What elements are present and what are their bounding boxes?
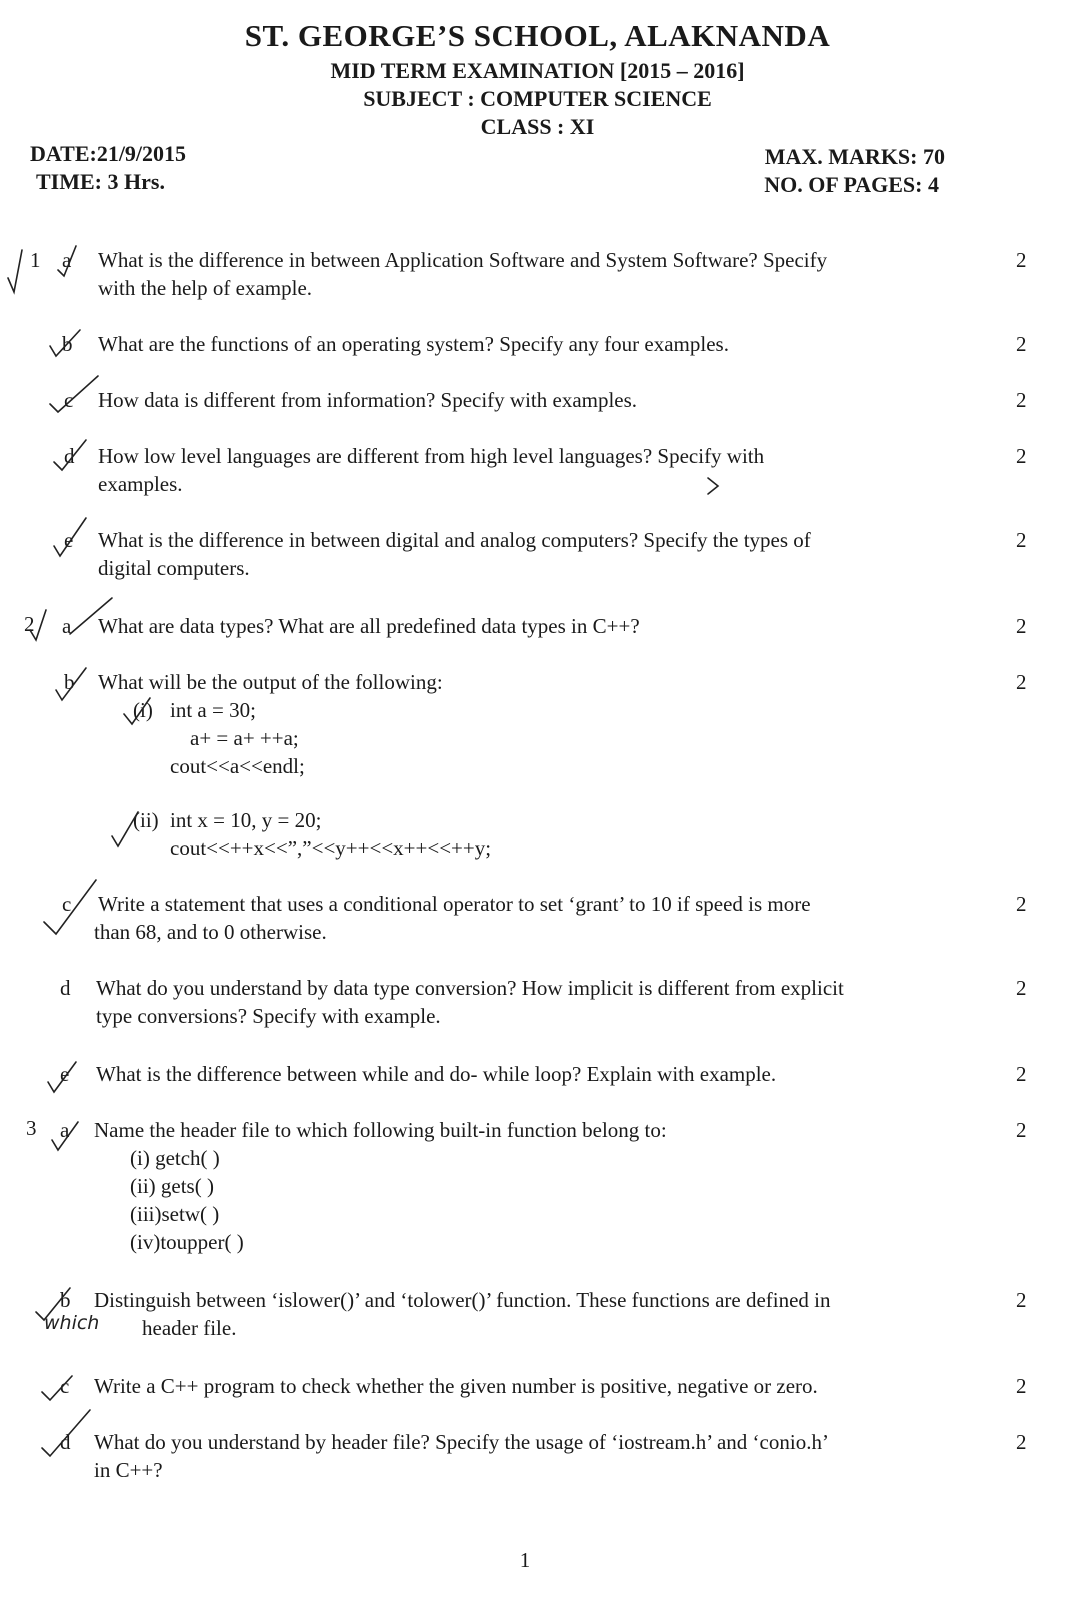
question-label: a [62, 248, 72, 272]
question-marks: 2 [1016, 892, 1027, 916]
tick-mark [708, 478, 718, 494]
question-label: b [62, 332, 73, 356]
question-text-line: What is the difference in between Application Software and System Software? Specify [98, 248, 828, 272]
question-label: b [60, 1288, 71, 1312]
question-marks: 2 [1016, 332, 1027, 356]
tick-mark [56, 668, 86, 700]
sub-part-label: (i) [133, 698, 153, 722]
question-marks: 2 [1016, 670, 1027, 694]
question-text-line: in C++? [94, 1458, 163, 1482]
exam-date: DATE:21/9/2015 [30, 141, 187, 166]
tick-mark [58, 246, 76, 276]
question-text-line: Write a statement that uses a conditional operator to set ‘grant’ to 10 if speed is more [98, 892, 811, 916]
tick-mark [112, 812, 138, 846]
code-line: a+ = a+ ++a; [190, 726, 299, 750]
question-number-2: 2 [24, 612, 35, 636]
question-text-line: What do you understand by data type conversion? How implicit is different from explicit [96, 976, 844, 1000]
handwritten-note: which [44, 1312, 100, 1334]
question-number-1: 1 [30, 248, 41, 272]
question-label: c [64, 388, 74, 412]
question-text-line: How low level languages are different from high level languages? Specify with [98, 444, 765, 468]
question-text-line: What are the functions of an operating system? Specify any four examples. [98, 332, 729, 356]
question-marks: 2 [1016, 248, 1027, 272]
tick-mark [44, 880, 96, 934]
question-text-line: than 68, and to 0 otherwise. [94, 920, 327, 944]
question-label: c [60, 1374, 70, 1398]
question-marks: 2 [1016, 1118, 1027, 1142]
option-item: (iv)toupper( ) [130, 1230, 244, 1254]
question-label: b [64, 670, 75, 694]
subject-title: SUBJECT : COMPUTER SCIENCE [363, 86, 712, 111]
tick-mark [8, 250, 22, 292]
question-marks: 2 [1016, 388, 1027, 412]
question-label: d [60, 976, 71, 1000]
code-line: cout<<++x<<”,”<<y++<<x++<<++y; [170, 836, 492, 860]
question-text-line: Distinguish between ‘islower()’ and ‘tolower()’ function. These functions are defined in [94, 1288, 831, 1312]
question-text-line: What is the difference in between digital and analog computers? Specify the types of [98, 528, 811, 552]
option-item: (iii)setw( ) [130, 1202, 220, 1226]
tick-mark [50, 330, 80, 356]
code-line: int a = 30; [170, 698, 256, 722]
tick-mark [48, 1062, 76, 1092]
tick-mark [124, 698, 150, 724]
school-name: ST. GEORGE’S SCHOOL, ALAKNANDA [244, 18, 831, 53]
question-text-line: What are data types? What are all predefined data types in C++? [98, 614, 640, 638]
class-title: CLASS : XI [480, 114, 595, 139]
question-marks: 2 [1016, 1374, 1027, 1398]
tick-mark [42, 1376, 72, 1400]
tick-mark [30, 610, 46, 640]
question-label: d [64, 444, 75, 468]
question-text-line: examples. [98, 472, 183, 496]
question-marks: 2 [1016, 444, 1027, 468]
question-label: e [60, 1062, 70, 1086]
exam-time: TIME: 3 Hrs. [36, 169, 165, 194]
question-label: d [60, 1430, 71, 1454]
question-text-line: What is the difference between while and do- while loop? Explain with example. [96, 1062, 777, 1086]
question-text-line: with the help of example. [98, 276, 313, 300]
question-label: a [62, 614, 72, 638]
question-text-line: What will be the output of the following: [98, 670, 443, 694]
question-label: a [60, 1118, 70, 1142]
question-text-line: How data is different from information? Specify with examples. [98, 388, 638, 412]
question-marks: 2 [1016, 528, 1027, 552]
sub-part-label: (ii) [133, 808, 159, 832]
question-marks: 2 [1016, 1430, 1027, 1454]
question-marks: 2 [1016, 1062, 1027, 1086]
option-item: (ii) gets( ) [130, 1174, 214, 1198]
code-line: cout<<a<<endl; [170, 754, 305, 778]
question-text-line: Write a C++ program to check whether the given number is positive, negative or zero. [94, 1374, 818, 1398]
tick-mark [70, 598, 112, 634]
question-marks: 2 [1016, 1288, 1027, 1312]
question-text-line: type conversions? Specify with example. [96, 1004, 441, 1028]
tick-mark [52, 1122, 78, 1150]
page-number: 1 [519, 1548, 531, 1572]
option-item: (i) getch( ) [130, 1146, 220, 1170]
question-marks: 2 [1016, 976, 1027, 1000]
tick-mark [54, 440, 86, 470]
page-count: NO. OF PAGES: 4 [764, 172, 939, 197]
question-number-3: 3 [26, 1116, 37, 1140]
max-marks: MAX. MARKS: 70 [764, 144, 945, 169]
exam-title: MID TERM EXAMINATION [2015 – 2016] [330, 58, 745, 83]
tick-mark [50, 376, 98, 412]
code-line: int x = 10, y = 20; [170, 808, 322, 832]
question-text-line: header file. [142, 1316, 237, 1340]
question-marks: 2 [1016, 614, 1027, 638]
tick-mark [36, 1288, 70, 1320]
tick-mark [54, 518, 86, 556]
tick-mark [42, 1410, 90, 1456]
question-text-line: Name the header file to which following built-in function belong to: [94, 1118, 667, 1142]
question-label: e [64, 528, 74, 552]
question-text-line: digital computers. [98, 556, 250, 580]
question-label: c [62, 892, 72, 916]
question-text-line: What do you understand by header file? Specify the usage of ‘iostream.h’ and ‘conio.h’ [94, 1430, 829, 1454]
